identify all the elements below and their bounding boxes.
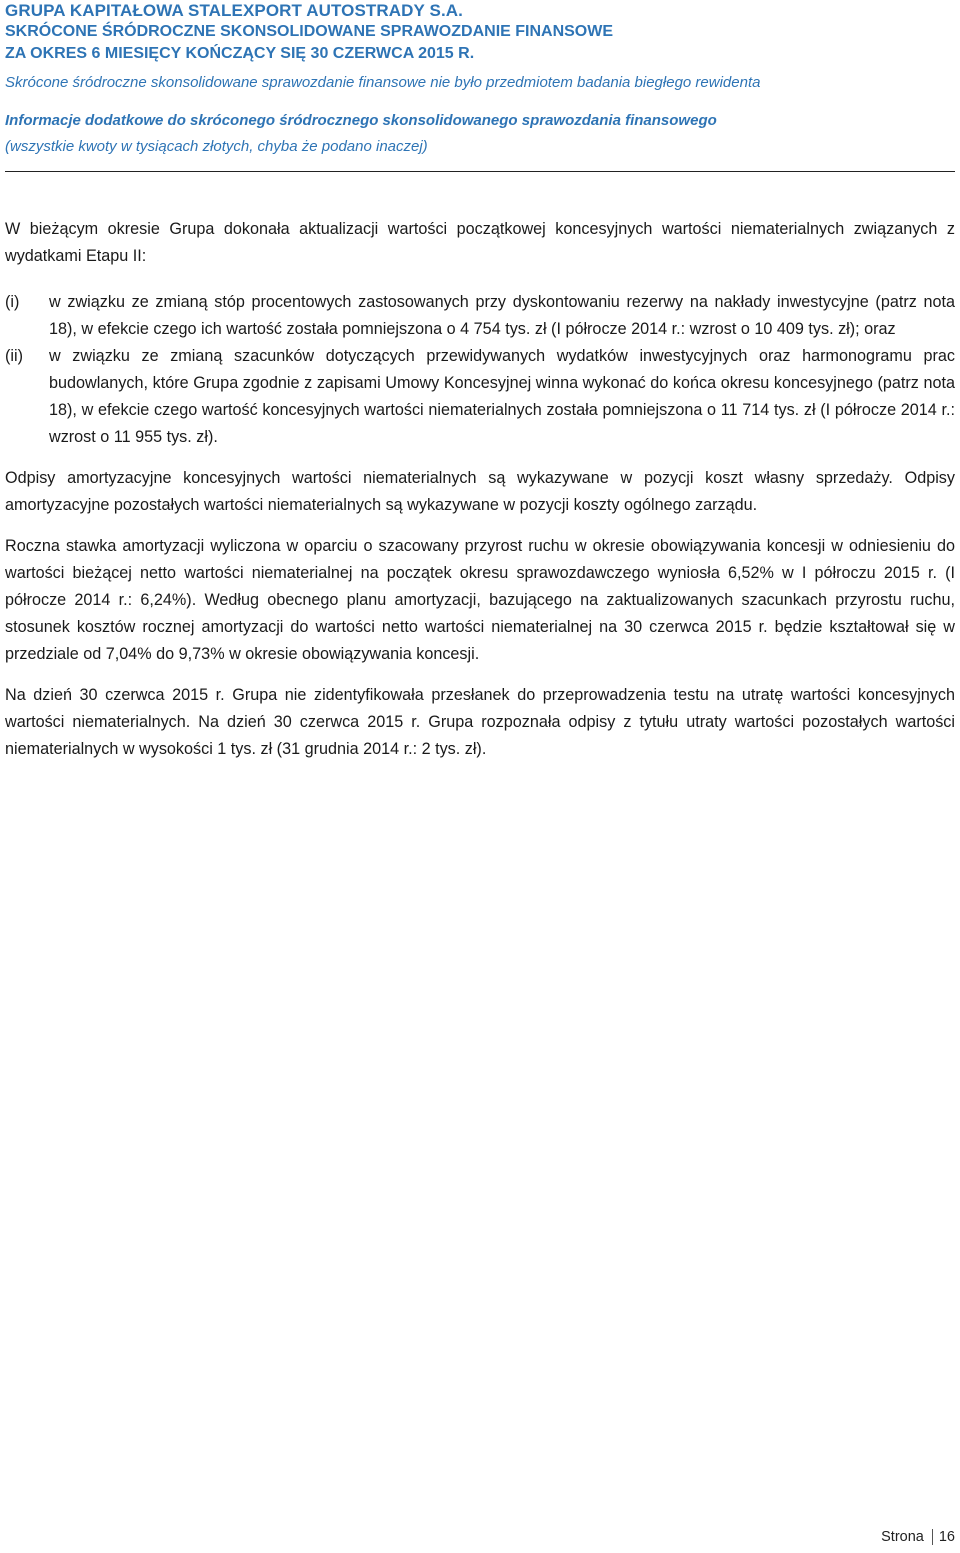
amortization-presentation-paragraph: Odpisy amortyzacyjne koncesyjnych wartości niematerialnych są wykazywane w pozycji koszt własny sprzedaży. Odpisy amortyzacyjne pozostałych wartości niematerialnych są wykazywane w pozycji koszty ogólnego zarządu.	[5, 469, 955, 514]
list-item	[5, 343, 955, 451]
audit-note: Skrócone śródroczne skonsolidowane sprawozdanie finansowe nie było przedmiotem badania biegłego rewidenta	[5, 74, 761, 91]
report-title-line1: SKRÓCONE ŚRÓDROCZNE SKONSOLIDOWANE SPRAWOZDANIE FINANSOWE	[5, 23, 614, 40]
update-list	[5, 289, 955, 451]
intro-paragraph: W bieżącym okresie Grupa dokonała aktualizacji wartości początkowej koncesyjnych wartości niematerialnych związanych z wydatkami Etapu II:	[5, 220, 955, 265]
amortization-rate-paragraph: Roczna stawka amortyzacji wyliczona w oparciu o szacowany przyrost ruchu w okresie obowiązywania koncesji w odniesieniu do wartości bieżącej netto wartości niematerialnej na początek okresu sprawozdawczego wyniosła 6,52% w I półroczu 2015 r. (I półrocze 2014 r.: 6,24%). Według obecnego planu amortyzacji, bazującego na zaktualizowanych szacunkach przyrostu ruchu, stosunek kosztów rocznej amortyzacji do wartości netto wartości niematerialnej na 30 czerwca 2015 r. będzie kształtował się w przedziale od 7,04% do 9,73% w okresie obowiązywania koncesji.	[5, 537, 955, 663]
list-marker: (ii)	[5, 347, 23, 365]
document-body	[5, 216, 955, 763]
list-marker: (i)	[5, 293, 20, 311]
list-item-text: w związku ze zmianą stóp procentowych zastosowanych przy dyskontowaniu rezerwy na nakłady inwestycyjne (patrz nota 18), w efekcie czego ich wartość została pomniejszona o 4 754 tys. zł (I półrocze 2014 r.: wzrost o 10 409 tys. zł); oraz	[49, 293, 955, 338]
page-label: Strona	[881, 1529, 924, 1545]
amounts-note: (wszystkie kwoty w tysiącach złotych, chyba że podano inaczej)	[5, 138, 428, 155]
footer-separator	[932, 1529, 933, 1545]
page-number: 16	[938, 1529, 955, 1545]
list-item-text: w związku ze zmianą szacunków dotyczących przewidywanych wydatków inwestycyjnych oraz harmonogramu prac budowlanych, które Grupa zgodnie z zapisami Umowy Koncesyjnej winna wykonać do końca okresu koncesyjnego (patrz nota 18), w efekcie czego wartość koncesyjnych wartości niematerialnych została pomniejszona o 11 714 tys. zł (I półrocze 2014 r.: wzrost o 11 955 tys. zł).	[49, 347, 955, 446]
list-item	[5, 289, 955, 343]
section-title: Informacje dodatkowe do skróconego śródrocznego skonsolidowanego sprawozdania finansowego	[5, 112, 717, 129]
report-title-line2: ZA OKRES 6 MIESIĘCY KOŃCZĄCY SIĘ 30 CZERWCA 2015 R.	[5, 45, 475, 62]
impairment-paragraph: Na dzień 30 czerwca 2015 r. Grupa nie zidentyfikowała przesłanek do przeprowadzenia testu na utratę wartości koncesyjnych wartości niematerialnych. Na dzień 30 czerwca 2015 r. Grupa rozpoznała odpisy z tytułu utraty wartości pozostałych wartości niematerialnych w wysokości 1 tys. zł (31 grudnia 2014 r.: 2 tys. zł).	[5, 686, 955, 758]
page-header	[5, 0, 955, 157]
company-name: GRUPA KAPITAŁOWA STALEXPORT AUTOSTRADY S.A.	[5, 1, 463, 20]
header-divider	[5, 171, 955, 172]
page-footer	[881, 1527, 955, 1547]
